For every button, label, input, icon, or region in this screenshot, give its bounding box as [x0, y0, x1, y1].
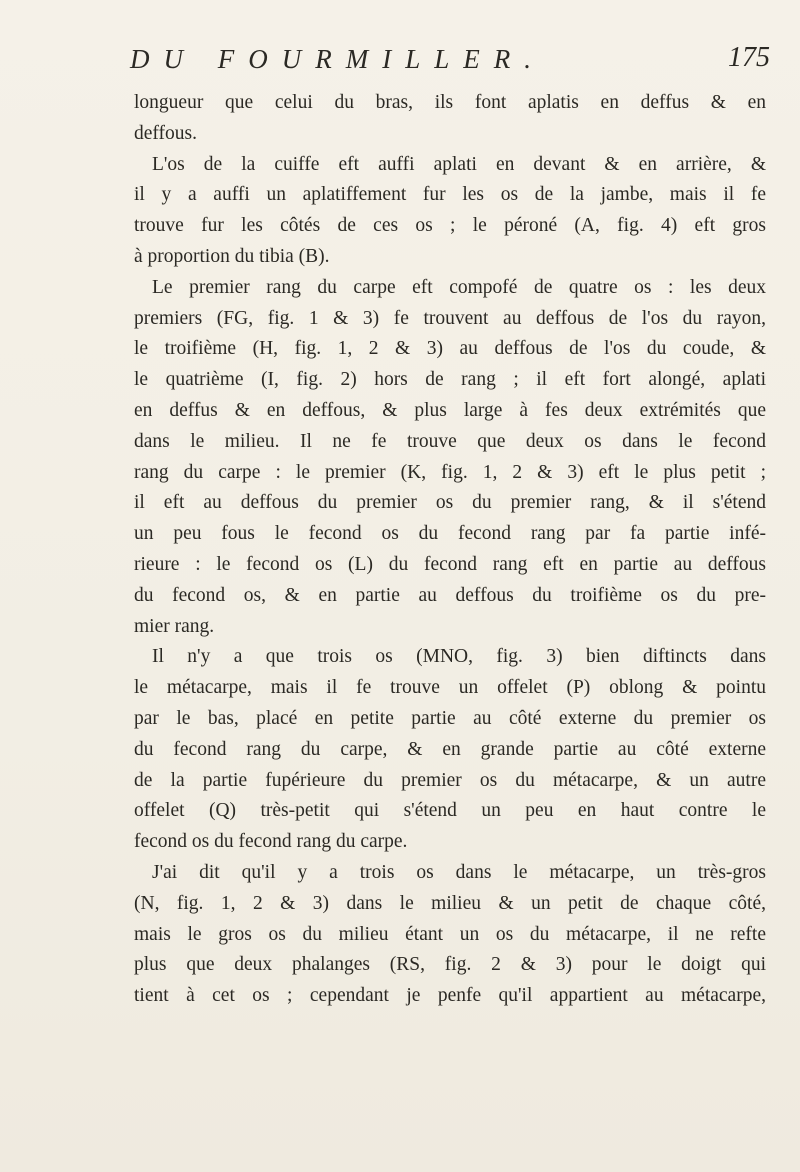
text-line: longueur que celui du bras, ils font aplatis en deffus & en [134, 92, 766, 113]
text-line: le métacarpe, mais il fe trouve un offelet (P) oblong & pointu [134, 677, 766, 699]
text-line: à proportion du tibia (B). [134, 245, 330, 267]
text-line: le troifième (H, fig. 1, 2 & 3) au deffous de l'os du coude, & [134, 338, 766, 360]
text-line: dans le milieu. Il ne fe trouve que deux os dans le fecond [134, 430, 766, 452]
text-line: en deffus & en deffous, & plus large à fes deux extrémités que [134, 399, 766, 421]
text-line: deffous. [134, 122, 198, 144]
text-line: (N, fig. 1, 2 & 3) dans le milieu & un petit de chaque côté, [134, 892, 766, 914]
text-line: de la partie fupérieure du premier os du métacarpe, & un autre [134, 769, 766, 791]
text-line: L'os de la cuiffe eft auffi aplati en devant & en arrière, & [152, 153, 766, 175]
text-line: du fecond os, & en partie au deffous du troifième os du pre- [134, 584, 766, 606]
text-line: par le bas, placé en petite partie au côté externe du premier os [134, 707, 766, 729]
text-line: du fecond rang du carpe, & en grande partie au côté externe [134, 738, 766, 760]
body-text [134, 88, 766, 1012]
text-line: tient à cet os ; cependant je penfe qu'il appartient au métacarpe, [134, 985, 766, 1007]
text-line: rang du carpe : le premier (K, fig. 1, 2 & 3) eft le plus petit ; [134, 461, 766, 483]
text-line: Le premier rang du carpe eft compofé de quatre os : les deux [152, 276, 766, 298]
page-number: 175 [728, 42, 770, 73]
text-line: rieure : le fecond os (L) du fecond rang eft en partie au deffous [134, 553, 766, 575]
text-line: mier rang. [134, 615, 215, 637]
text-line: trouve fur les côtés de ces os ; le péroné (A, fig. 4) eft gros [134, 215, 766, 237]
text-line: il eft au deffous du premier os du premier rang, & il s'étend [134, 492, 766, 514]
page-header [130, 38, 770, 88]
text-line: offelet (Q) très-petit qui s'étend un peu en haut contre le [134, 800, 766, 822]
text-line: un peu fous le fecond os du fecond rang par fa partie infé- [134, 523, 766, 545]
text-line: premiers (FG, fig. 1 & 3) fe trouvent au deffous de l'os du rayon, [134, 307, 766, 329]
running-title: DU FOURMILLER. [130, 44, 545, 74]
text-line: le quatrième (I, fig. 2) hors de rang ; il eft fort alongé, aplati [134, 369, 766, 391]
text-line: il y a auffi un aplatiffement fur les os de la jambe, mais il fe [134, 184, 766, 206]
text-line: J'ai dit qu'il y a trois os dans le métacarpe, un très-gros [152, 861, 766, 883]
text-line: plus que deux phalanges (RS, fig. 2 & 3) pour le doigt qui [134, 954, 766, 976]
text-line: fecond os du fecond rang du carpe. [134, 831, 408, 853]
text-line: Il n'y a que trois os (MNO, fig. 3) bien diftincts dans [152, 646, 766, 668]
text-line: mais le gros os du milieu étant un os du métacarpe, il ne refte [134, 923, 766, 945]
